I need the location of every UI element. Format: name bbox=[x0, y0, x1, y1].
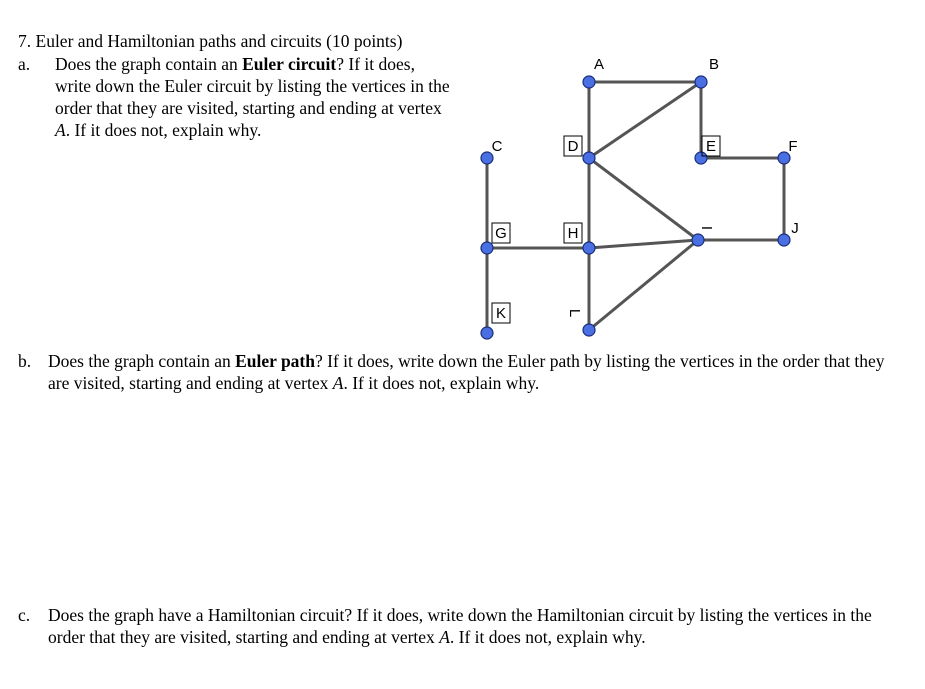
vertex-B bbox=[695, 76, 707, 88]
vertex-label-A: A bbox=[593, 56, 605, 73]
vertex-K bbox=[481, 327, 493, 339]
question-title: 7. Euler and Hamiltonian paths and circuits (10 points) bbox=[18, 31, 403, 51]
vertex-label-B: B bbox=[708, 56, 720, 73]
part-c-text: Does the graph have a Hamiltonian circuit? If it does, write down the Hamiltonian circuit by listing the vertices in the order that they are visited, starting and ending at vertex A. If it does not, explain why. bbox=[48, 605, 872, 647]
part-b-label: b. bbox=[18, 351, 32, 371]
vertex-D bbox=[583, 152, 595, 164]
vertex-G bbox=[481, 242, 493, 254]
vertex-label-C: C bbox=[491, 138, 503, 155]
vertex-label-I: I bbox=[698, 225, 715, 231]
part-a-label: a. bbox=[18, 54, 31, 74]
vertex-J bbox=[778, 234, 790, 246]
vertex-I bbox=[692, 234, 704, 246]
edge-B-D bbox=[589, 82, 701, 158]
part-b-text: Does the graph contain an Euler path? If it does, write down the Euler path by listing the vertices in the order that they are visited, starting and ending at vertex A. If it does not, explain why. bbox=[48, 351, 885, 393]
part-c-label: c. bbox=[18, 605, 31, 625]
edge-H-I bbox=[589, 240, 698, 248]
vertex-H bbox=[583, 242, 595, 254]
vertex-label-K: K bbox=[495, 305, 507, 322]
vertex-label-G: G bbox=[495, 225, 507, 242]
part-a-text: Does the graph contain an Euler circuit? If it does, write down the Euler circuit by listing the vertices in the order that they are visited, starting and ending at vertex A. If it does not, explain why. bbox=[55, 54, 450, 140]
vertex-L bbox=[583, 324, 595, 336]
edge-D-I bbox=[589, 158, 698, 240]
vertex-label-H: H bbox=[567, 225, 579, 242]
vertex-label-J: J bbox=[791, 220, 799, 237]
edges bbox=[487, 82, 784, 333]
vertex-A bbox=[583, 76, 595, 88]
vertex-label-L: L bbox=[566, 308, 583, 318]
vertex-label-F: F bbox=[788, 138, 798, 155]
vertex-label-E: E bbox=[705, 138, 717, 155]
vertex-label-D: D bbox=[567, 138, 579, 155]
edge-I-L bbox=[589, 240, 698, 330]
